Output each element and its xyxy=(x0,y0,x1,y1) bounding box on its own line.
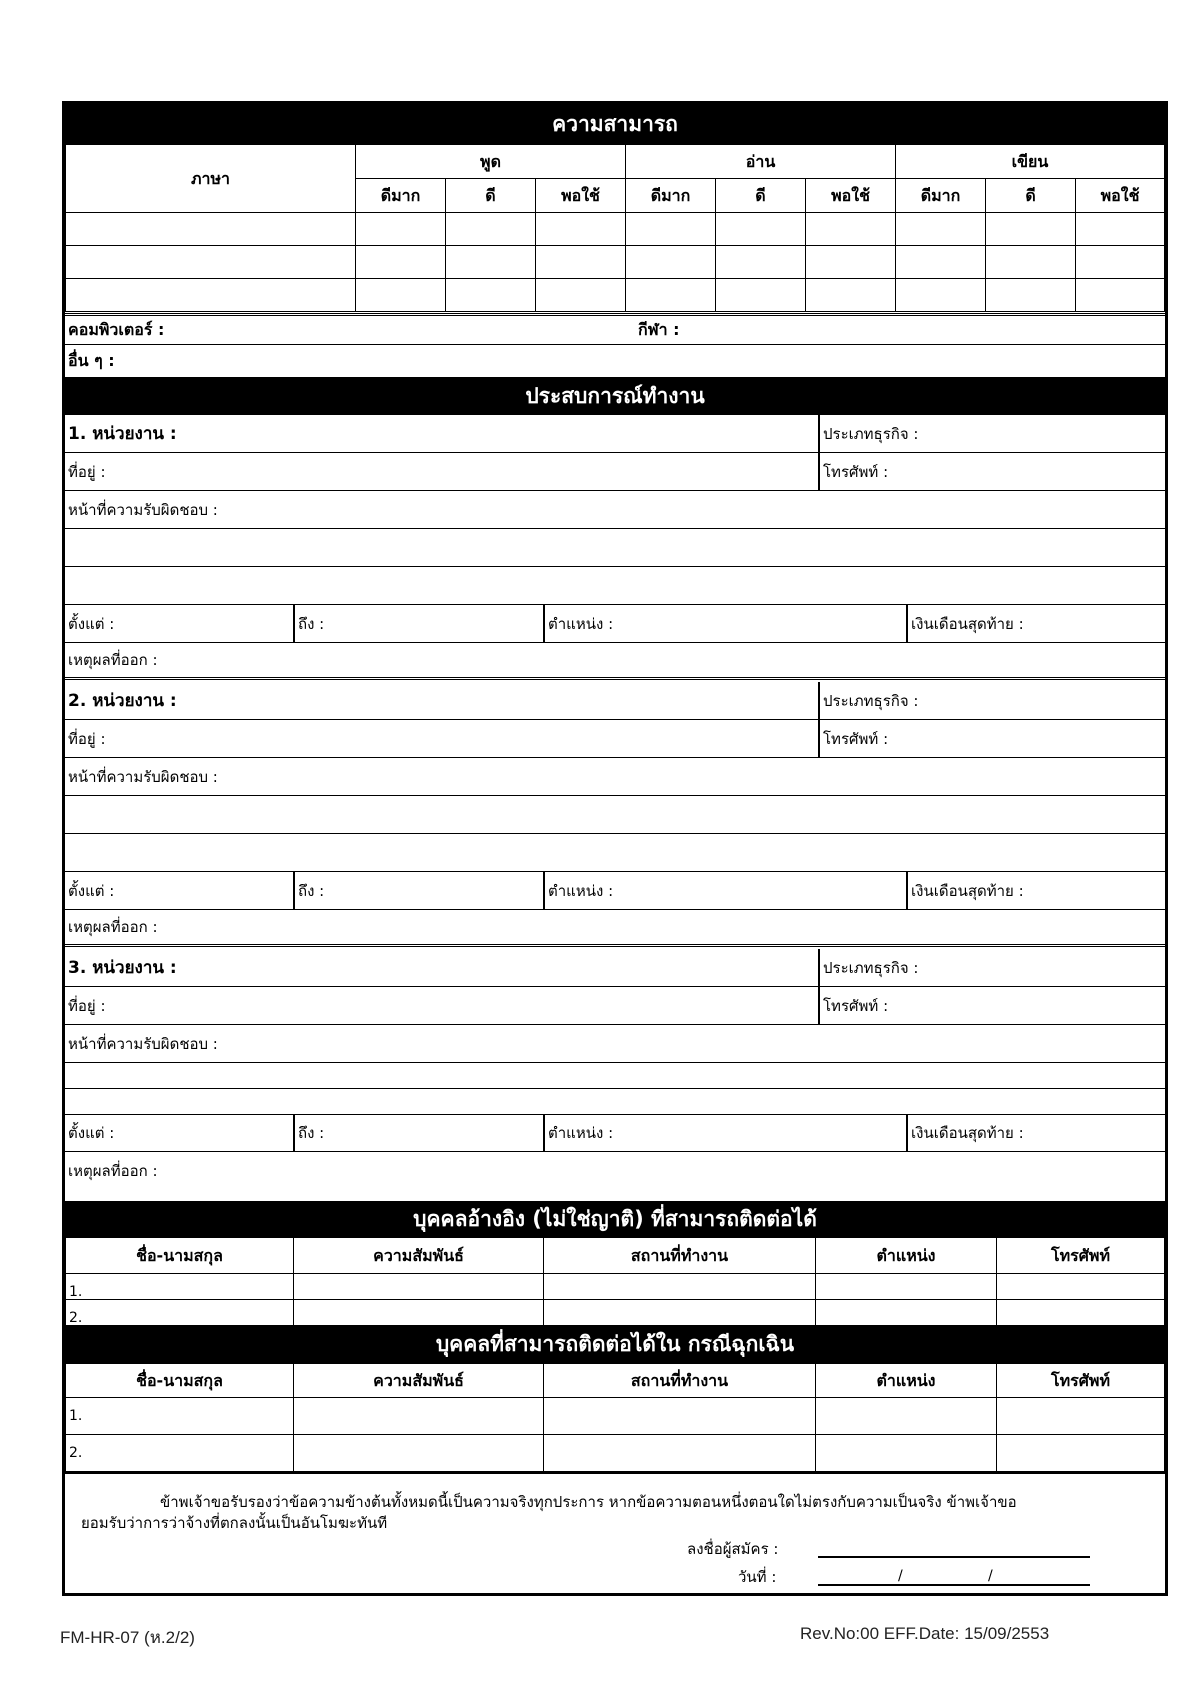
write-excellent: ดีมาก xyxy=(896,179,986,213)
read-fair: พอใช้ xyxy=(806,179,896,213)
leave-reason-label: เหตุผลที่ออก : xyxy=(68,651,158,669)
leave-reason-row[interactable] xyxy=(65,1152,1165,1189)
duties-line[interactable] xyxy=(65,1063,1165,1089)
duties-row[interactable] xyxy=(65,1025,1165,1063)
speak-header: พูด xyxy=(356,145,626,179)
leave-reason-label: เหตุผลที่ออก : xyxy=(68,1161,158,1180)
table-row[interactable] xyxy=(66,1300,1165,1326)
address-row[interactable] xyxy=(65,453,1165,491)
from-label: ตั้งแต่ : xyxy=(68,614,115,633)
sport-label: กีฬา : xyxy=(638,319,680,339)
computer-label: คอมพิวเตอร์ : xyxy=(68,319,165,339)
references-section-title: บุคคลอ้างอิง (ไม่ใช่ญาติ) ที่สามารถติดต่อได้ xyxy=(65,1201,1165,1237)
phone-label: โทรศัพท์ : xyxy=(818,987,888,1024)
speak-good: ดี xyxy=(446,179,536,213)
employer-2-block xyxy=(65,682,1165,947)
revision-info: Rev.No:00 EFF.Date: 15/09/2553 xyxy=(800,1624,1050,1643)
language-row[interactable] xyxy=(66,279,1165,312)
employer-name-row[interactable] xyxy=(65,415,1165,453)
duties-line[interactable] xyxy=(65,567,1165,605)
from-label: ตั้งแต่ : xyxy=(68,881,115,900)
last-salary-label: เงินเดือนสุดท้าย : xyxy=(906,872,1024,909)
to-label: ถึง : xyxy=(293,605,324,642)
date-separator: / xyxy=(898,1568,903,1584)
leave-reason-label: เหตุผลที่ออก : xyxy=(68,918,158,936)
ref-col-relation: ความสัมพันธ์ xyxy=(294,1238,544,1274)
language-header: ภาษา xyxy=(66,145,356,213)
employer-name-row[interactable] xyxy=(65,949,1165,987)
language-row[interactable] xyxy=(66,246,1165,279)
duties-label: หน้าที่ความรับผิดชอบ : xyxy=(68,500,218,519)
write-header: เขียน xyxy=(896,145,1165,179)
ref-col-phone: โทรศัพท์ xyxy=(997,1238,1165,1274)
business-type-label: ประเภทธุรกิจ : xyxy=(818,949,918,986)
duties-line[interactable] xyxy=(65,834,1165,872)
table-row[interactable] xyxy=(66,1398,1165,1435)
period-row[interactable] xyxy=(65,872,1165,910)
row-number: 2. xyxy=(66,1435,294,1472)
read-header: อ่าน xyxy=(626,145,896,179)
employer-label: 3. หน่วยงาน : xyxy=(68,958,177,978)
other-row[interactable] xyxy=(65,345,1165,377)
period-row[interactable] xyxy=(65,605,1165,643)
business-type-label: ประเภทธุรกิจ : xyxy=(818,415,918,452)
signature-line[interactable] xyxy=(818,1540,1090,1558)
ability-section-title: ความสามารถ xyxy=(65,104,1165,144)
address-row[interactable] xyxy=(65,987,1165,1025)
table-row[interactable] xyxy=(66,1274,1165,1300)
business-type-label: ประเภทธุรกิจ : xyxy=(818,682,918,719)
em-col-relation: ความสัมพันธ์ xyxy=(294,1364,544,1398)
address-label: ที่อยู่ : xyxy=(68,462,106,481)
declaration-section xyxy=(65,1472,1165,1593)
ref-col-position: ตำแหน่ง xyxy=(816,1238,997,1274)
write-fair: พอใช้ xyxy=(1076,179,1165,213)
duties-line[interactable] xyxy=(65,796,1165,834)
duties-label: หน้าที่ความรับผิดชอบ : xyxy=(68,767,218,786)
employer-label: 1. หน่วยงาน : xyxy=(68,424,177,444)
declaration-line-2: ยอมรับว่าการว่าจ้างที่ตกลงนั้นเป็นอันโมฆะทันที xyxy=(81,1514,388,1532)
row-number: 2. xyxy=(66,1300,294,1326)
declaration-line-1: ข้าพเจ้าขอรับรองว่าข้อความข้างต้นทั้งหมดนี้เป็นความจริงทุกประการ หากข้อความตอนหนึ่งตอนใดไม่ตรงกับความเป็นจริง ข้าพเจ้าขอ xyxy=(160,1493,1017,1511)
date-label: วันที่ : xyxy=(738,1568,777,1586)
employer-3-block xyxy=(65,949,1165,1189)
period-row[interactable] xyxy=(65,1115,1165,1152)
duties-row[interactable] xyxy=(65,491,1165,529)
references-table xyxy=(65,1237,1165,1326)
date-line[interactable] xyxy=(818,1568,1090,1586)
employer-1-block xyxy=(65,415,1165,680)
read-excellent: ดีมาก xyxy=(626,179,716,213)
position-label: ตำแหน่ง : xyxy=(543,605,613,642)
em-col-workplace: สถานที่ทำงาน xyxy=(544,1364,816,1398)
duties-row[interactable] xyxy=(65,758,1165,796)
address-label: ที่อยู่ : xyxy=(68,729,106,748)
address-row[interactable] xyxy=(65,720,1165,758)
other-label: อื่น ๆ : xyxy=(68,350,115,370)
em-col-name: ชื่อ-นามสกุล xyxy=(66,1364,294,1398)
language-row[interactable] xyxy=(66,213,1165,246)
to-label: ถึง : xyxy=(293,872,324,909)
table-row[interactable] xyxy=(66,1435,1165,1472)
language-table xyxy=(65,144,1165,312)
phone-label: โทรศัพท์ : xyxy=(818,453,888,490)
phone-label: โทรศัพท์ : xyxy=(818,720,888,757)
employer-name-row[interactable] xyxy=(65,682,1165,720)
signature-label: ลงชื่อผู้สมัคร : xyxy=(687,1540,779,1558)
ref-col-workplace: สถานที่ทำงาน xyxy=(544,1238,816,1274)
address-label: ที่อยู่ : xyxy=(68,996,106,1015)
row-number: 1. xyxy=(66,1398,294,1435)
to-label: ถึง : xyxy=(293,1115,324,1151)
last-salary-label: เงินเดือนสุดท้าย : xyxy=(906,1115,1024,1151)
em-col-position: ตำแหน่ง xyxy=(816,1364,997,1398)
speak-excellent: ดีมาก xyxy=(356,179,446,213)
position-label: ตำแหน่ง : xyxy=(543,1115,613,1151)
position-label: ตำแหน่ง : xyxy=(543,872,613,909)
write-good: ดี xyxy=(986,179,1076,213)
emergency-section-title: บุคคลที่สามารถติดต่อได้ใน กรณีฉุกเฉิน xyxy=(65,1325,1165,1363)
duties-label: หน้าที่ความรับผิดชอบ : xyxy=(68,1034,218,1053)
employer-label: 2. หน่วยงาน : xyxy=(68,691,177,711)
experience-section-title: ประสบการณ์ทำงาน xyxy=(65,377,1165,415)
computer-sport-row[interactable] xyxy=(65,313,1165,345)
emergency-table xyxy=(65,1363,1165,1472)
speak-fair: พอใช้ xyxy=(536,179,626,213)
em-col-phone: โทรศัพท์ xyxy=(997,1364,1165,1398)
ref-col-name: ชื่อ-นามสกุล xyxy=(66,1238,294,1274)
application-form-page-2 xyxy=(62,101,1168,1596)
date-separator: / xyxy=(988,1568,993,1584)
leave-reason-row[interactable] xyxy=(65,910,1165,947)
last-salary-label: เงินเดือนสุดท้าย : xyxy=(906,605,1024,642)
form-code: FM-HR-07 (ห.2/2) xyxy=(60,1628,195,1647)
row-number: 1. xyxy=(66,1274,294,1300)
read-good: ดี xyxy=(716,179,806,213)
leave-reason-row[interactable] xyxy=(65,643,1165,680)
from-label: ตั้งแต่ : xyxy=(68,1124,115,1142)
duties-line[interactable] xyxy=(65,1089,1165,1115)
duties-line[interactable] xyxy=(65,529,1165,567)
